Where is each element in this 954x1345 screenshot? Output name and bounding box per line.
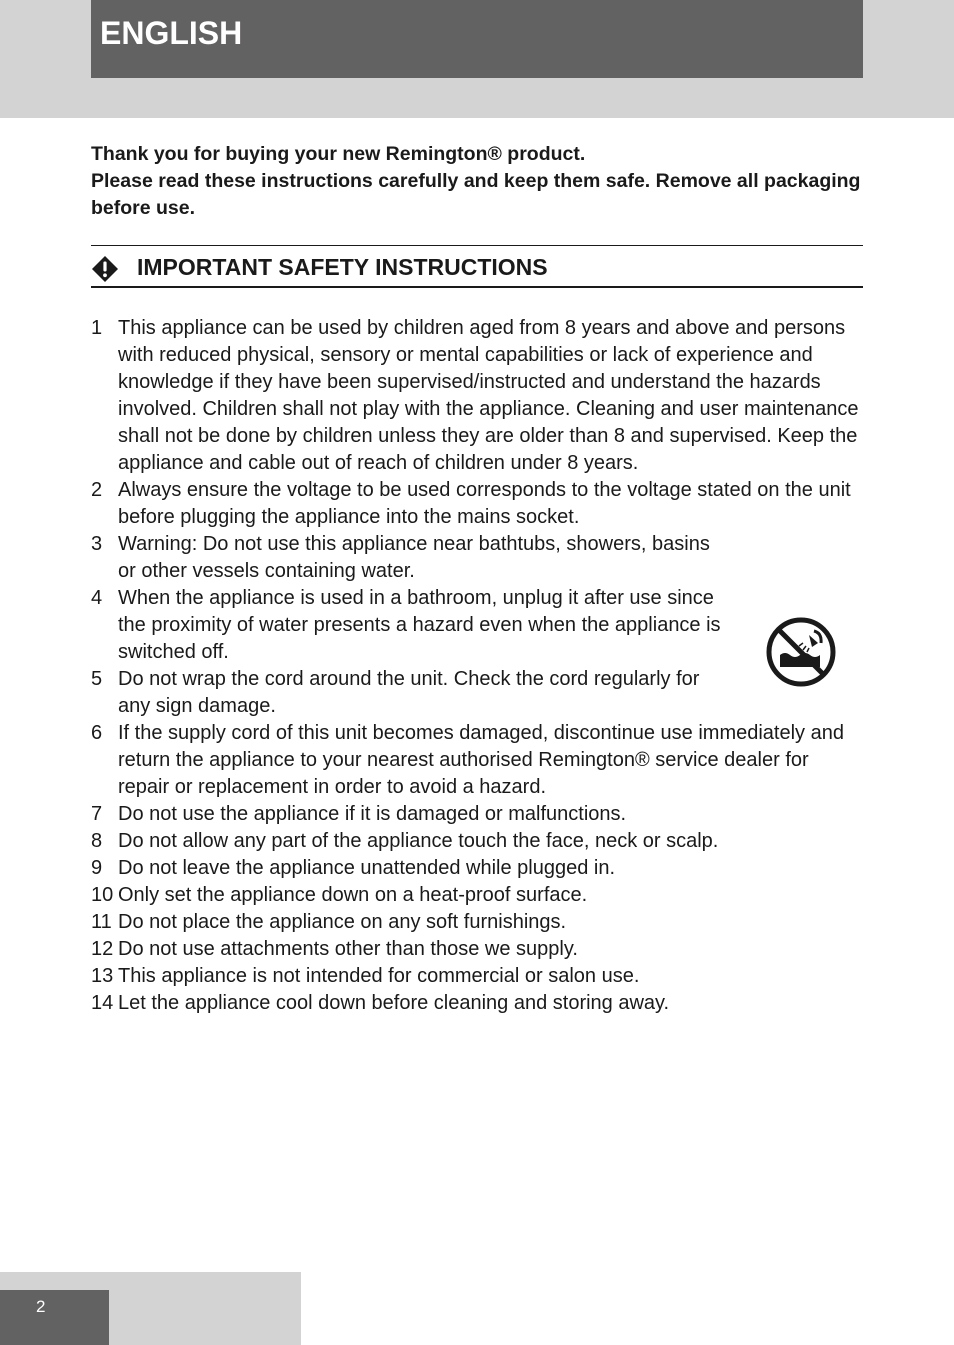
list-item: 4 When the appliance is used in a bathroom, unplug it after use since the proximity of water presents a hazard even when the appliance is switched off. <box>91 585 863 666</box>
intro-thanks: Thank you for buying your new Remington® product. <box>91 143 586 165</box>
language-title: ENGLISH <box>100 15 243 51</box>
list-item: 2 Always ensure the voltage to be used corresponds to the voltage stated on the unit before plugging the appliance into the mains socket. <box>91 479 851 528</box>
list-item: 14 Let the appliance cool down before cleaning and storing away. <box>91 992 670 1014</box>
section-title: IMPORTANT SAFETY INSTRUCTIONS <box>137 254 548 280</box>
list-item: 9 Do not leave the appliance unattended while plugged in. <box>91 857 616 879</box>
item-text: Do not leave the appliance unattended while plugged in. <box>118 857 616 879</box>
item-text: Warning: Do not use this appliance near bathtubs, showers, basins or other vessels containing water. <box>118 533 710 582</box>
item-text: This appliance is not intended for commercial or salon use. <box>118 965 640 987</box>
item-text: Do not place the appliance on any soft furnishings. <box>118 911 567 933</box>
item-text: Do not use attachments other than those we supply. <box>118 938 578 960</box>
safety-list <box>91 315 863 1017</box>
list-item: 12 Do not use attachments other than those we supply. <box>91 938 578 960</box>
item-text: Do not use the appliance if it is damaged or malfunctions. <box>118 803 627 825</box>
list-item: 3 Warning: Do not use this appliance near bathtubs, showers, basins or other vessels containing water. <box>91 531 863 585</box>
list-item: 13 This appliance is not intended for commercial or salon use. <box>91 965 640 987</box>
item-text: Only set the appliance down on a heat-proof surface. <box>118 884 588 906</box>
list-item: 5 Do not wrap the cord around the unit. Check the cord regularly for any sign damage. <box>91 666 863 720</box>
list-item: 8 Do not allow any part of the appliance touch the face, neck or scalp. <box>91 830 719 852</box>
list-item: 7 Do not use the appliance if it is damaged or malfunctions. <box>91 803 627 825</box>
item-text: Do not wrap the cord around the unit. Check the cord regularly for any sign damage. <box>118 668 700 717</box>
intro-instructions: Please read these instructions carefully and keep them safe. Remove all packaging before use. <box>91 170 861 219</box>
page-number-box <box>0 1290 109 1345</box>
list-item: 10 Only set the appliance down on a heat-proof surface. <box>91 884 588 906</box>
item-text: Do not allow any part of the appliance touch the face, neck or scalp. <box>118 830 719 852</box>
list-item: 1 This appliance can be used by children aged from 8 years and above and persons with reduced physical, sensory or mental capabilities or lack of experience and knowledge if they have been supervised/instructed and understand the hazards involved. Children shall not play with the appliance. Cleaning and user maintenance shall not be done by children unless they are older than 8 and supervised. Keep the appliance and cable out of reach of children under 8 years. <box>91 317 859 474</box>
item-text: Always ensure the voltage to be used corresponds to the voltage stated on the unit before plugging the appliance into the mains socket. <box>118 479 851 528</box>
item-text: If the supply cord of this unit becomes damaged, discontinue use immediately and return the appliance to your nearest authorised Remington® service dealer for repair or replacement in order to avoid a hazard. <box>118 722 844 798</box>
safety-section-header <box>91 245 863 288</box>
language-header <box>91 0 863 78</box>
intro-text <box>91 141 863 222</box>
no-water-icon <box>766 617 836 687</box>
list-item: 11 Do not place the appliance on any soft furnishings. <box>91 911 567 933</box>
page-number: 2 <box>36 1297 46 1316</box>
list-item: 6 If the supply cord of this unit becomes damaged, discontinue use immediately and return the appliance to your nearest authorised Remington® service dealer for repair or replacement in order to avoid a hazard. <box>91 722 844 798</box>
warning-icon <box>91 255 119 283</box>
item-text: Let the appliance cool down before cleaning and storing away. <box>118 992 670 1014</box>
item-text: When the appliance is used in a bathroom, unplug it after use since the proximity of water presents a hazard even when the appliance is switched off. <box>118 587 721 663</box>
item-text: This appliance can be used by children aged from 8 years and above and persons with reduced physical, sensory or mental capabilities or lack of experience and knowledge if they have been supervised/instructed and understand the hazards involved. Children shall not play with the appliance. Cleaning and user maintenance shall not be done by children unless they are older than 8 and supervised. Keep the appliance and cable out of reach of children under 8 years. <box>118 317 859 474</box>
